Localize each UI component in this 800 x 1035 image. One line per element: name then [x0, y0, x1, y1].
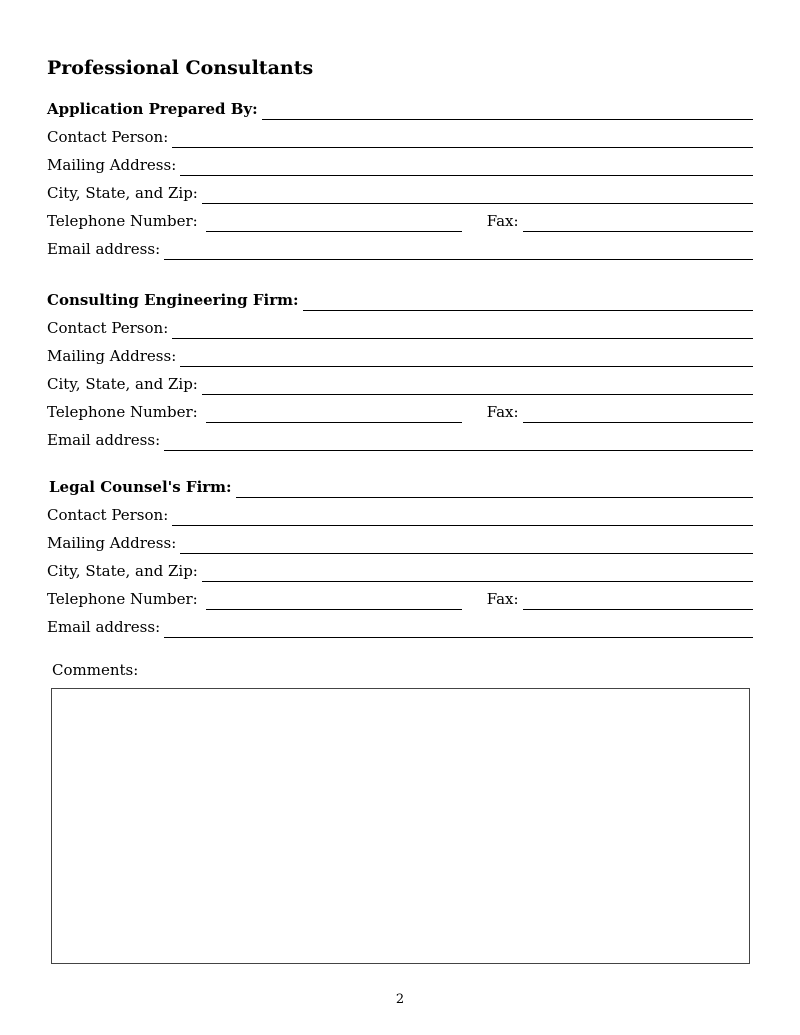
- phone-label: Telephone Number:: [47, 212, 198, 230]
- mailing-field[interactable]: [180, 346, 753, 367]
- email-row: [47, 232, 753, 260]
- comments-textbox[interactable]: [51, 688, 750, 964]
- phone-label: Telephone Number:: [47, 403, 198, 421]
- phone-field[interactable]: [206, 402, 462, 423]
- fax-field[interactable]: [523, 211, 753, 232]
- contact-field[interactable]: [172, 127, 753, 148]
- section-legal-counsel-firm: [47, 470, 753, 638]
- section-consulting-engineering-firm: [47, 283, 753, 451]
- email-row: [47, 423, 753, 451]
- mailing-label: Mailing Address:: [47, 156, 177, 174]
- mailing-field[interactable]: [180, 155, 753, 176]
- city-label: City, State, and Zip:: [47, 562, 198, 580]
- mailing-row: [47, 148, 753, 176]
- section-heading: Legal Counsel's Firm:: [49, 478, 232, 496]
- legal-firm-field[interactable]: [236, 477, 753, 498]
- page-number: 2: [395, 992, 405, 1007]
- email-field[interactable]: [164, 239, 753, 260]
- city-label: City, State, and Zip:: [47, 184, 198, 202]
- contact-field[interactable]: [172, 505, 753, 526]
- section-heading: Application Prepared By:: [47, 100, 258, 118]
- heading-row: [47, 92, 753, 120]
- city-label: City, State, and Zip:: [47, 375, 198, 393]
- email-row: [47, 610, 753, 638]
- comments-label: Comments:: [52, 661, 139, 679]
- mailing-row: [47, 526, 753, 554]
- contact-label: Contact Person:: [47, 319, 169, 337]
- phone-row: [47, 395, 753, 423]
- city-row: [47, 554, 753, 582]
- city-field[interactable]: [202, 183, 753, 204]
- contact-row: [47, 498, 753, 526]
- phone-label: Telephone Number:: [47, 590, 198, 608]
- fax-label: Fax:: [486, 212, 519, 230]
- contact-row: [47, 311, 753, 339]
- applicant-name-field[interactable]: [262, 99, 753, 120]
- email-label: Email address:: [47, 240, 161, 258]
- mailing-row: [47, 339, 753, 367]
- section-heading: Consulting Engineering Firm:: [47, 291, 299, 309]
- fax-label: Fax:: [486, 590, 519, 608]
- email-label: Email address:: [47, 431, 161, 449]
- phone-field[interactable]: [206, 589, 462, 610]
- phone-field[interactable]: [206, 211, 462, 232]
- section-application-prepared-by: [47, 92, 753, 260]
- city-field[interactable]: [202, 374, 753, 395]
- mailing-label: Mailing Address:: [47, 347, 177, 365]
- city-row: [47, 367, 753, 395]
- heading-row: [47, 283, 753, 311]
- mailing-field[interactable]: [180, 533, 753, 554]
- contact-label: Contact Person:: [47, 506, 169, 524]
- contact-label: Contact Person:: [47, 128, 169, 146]
- page-title: Professional Consultants: [47, 57, 314, 79]
- contact-field[interactable]: [172, 318, 753, 339]
- fax-field[interactable]: [523, 402, 753, 423]
- city-row: [47, 176, 753, 204]
- mailing-label: Mailing Address:: [47, 534, 177, 552]
- engineering-firm-field[interactable]: [303, 290, 753, 311]
- heading-row: [47, 470, 753, 498]
- phone-row: [47, 204, 753, 232]
- contact-row: [47, 120, 753, 148]
- phone-row: [47, 582, 753, 610]
- fax-field[interactable]: [523, 589, 753, 610]
- fax-label: Fax:: [486, 403, 519, 421]
- email-field[interactable]: [164, 617, 753, 638]
- email-label: Email address:: [47, 618, 161, 636]
- city-field[interactable]: [202, 561, 753, 582]
- email-field[interactable]: [164, 430, 753, 451]
